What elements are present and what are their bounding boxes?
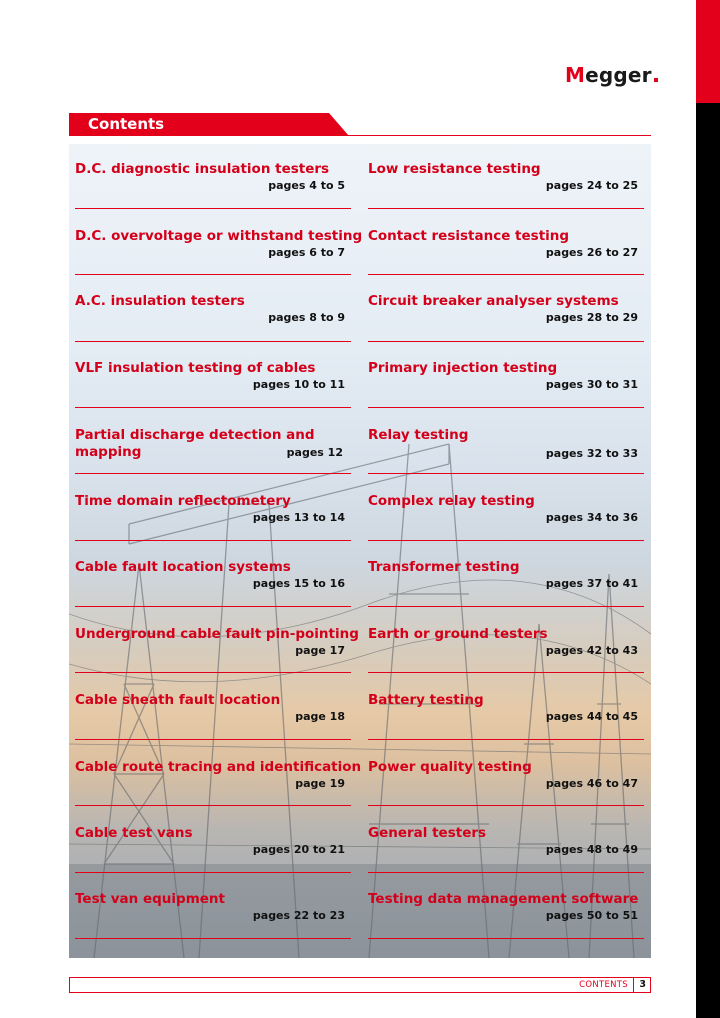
entry-pages: pages 10 to 11 <box>252 378 345 391</box>
contents-entry-vlf[interactable] <box>75 360 351 392</box>
megger-logo: Megger <box>565 63 658 87</box>
entry-divider <box>75 208 351 209</box>
entry-title: D.C. diagnostic insulation testers <box>75 161 330 177</box>
contents-entry-dc-diagnostic[interactable] <box>75 161 351 193</box>
entry-title: VLF insulation testing of cables <box>75 360 316 376</box>
entry-divider <box>75 606 351 607</box>
entry-pages: pages 30 to 31 <box>545 378 638 391</box>
contents-entry-primary-injection[interactable] <box>368 360 644 392</box>
entry-divider <box>368 274 644 275</box>
header-rule <box>69 135 651 136</box>
page-title: Contents <box>88 115 165 133</box>
entry-title: Power quality testing <box>368 759 532 775</box>
entry-divider <box>368 473 644 474</box>
entry-pages: pages 26 to 27 <box>545 246 638 259</box>
entry-divider <box>75 407 351 408</box>
contents-entry-transformer[interactable] <box>368 559 644 591</box>
entry-divider <box>368 872 644 873</box>
entry-pages: pages 44 to 45 <box>545 710 638 723</box>
contents-entry-tdr[interactable] <box>75 493 351 525</box>
entry-title: A.C. insulation testers <box>75 293 245 309</box>
entry-title: Relay testing <box>368 427 469 443</box>
entry-title: D.C. overvoltage or withstand testing <box>75 228 363 244</box>
entry-divider <box>368 739 644 740</box>
entry-pages: pages 24 to 25 <box>545 179 638 192</box>
entry-title: Contact resistance testing <box>368 228 570 244</box>
footer-section-label: CONTENTS <box>579 980 628 990</box>
entry-pages: pages 48 to 49 <box>545 843 638 856</box>
entry-pages: pages 15 to 16 <box>252 577 345 590</box>
entry-title: Cable sheath fault location <box>75 692 281 708</box>
entry-title: General testers <box>368 825 487 841</box>
entry-divider <box>368 341 644 342</box>
entry-title: Circuit breaker analyser systems <box>368 293 619 309</box>
entry-pages: pages 20 to 21 <box>252 843 345 856</box>
entry-pages: pages 12 <box>286 446 343 459</box>
contents-entry-contact-resistance[interactable] <box>368 228 644 260</box>
entry-pages: pages 34 to 36 <box>545 511 638 524</box>
contents-entry-earth-ground[interactable] <box>368 626 644 658</box>
contents-entry-cable-fault-location[interactable] <box>75 559 351 591</box>
contents-entry-circuit-breaker[interactable] <box>368 293 644 325</box>
entry-divider <box>368 540 644 541</box>
entry-title: Complex relay testing <box>368 493 535 509</box>
contents-entry-ac-insulation[interactable] <box>75 293 351 325</box>
contents-entry-partial-discharge[interactable] <box>75 427 351 461</box>
entry-divider <box>75 672 351 673</box>
entry-pages: pages 32 to 33 <box>545 447 638 460</box>
entry-pages: pages 42 to 43 <box>545 644 638 657</box>
entry-title-line-2: mapping <box>75 444 142 460</box>
entry-divider <box>368 606 644 607</box>
contents-entry-dc-overvoltage[interactable] <box>75 228 363 260</box>
entry-divider <box>75 938 351 939</box>
entry-pages: pages 6 to 7 <box>268 246 345 259</box>
entry-title: Transformer testing <box>368 559 520 575</box>
entry-title: Cable test vans <box>75 825 193 841</box>
entry-pages: pages 46 to 47 <box>545 777 638 790</box>
entry-divider <box>75 341 351 342</box>
entry-pages: page 17 <box>295 644 345 657</box>
entry-title: Battery testing <box>368 692 484 708</box>
entry-divider <box>75 805 351 806</box>
entry-divider <box>368 407 644 408</box>
entry-title: Primary injection testing <box>368 360 558 376</box>
entry-divider <box>368 208 644 209</box>
entry-pages: pages 22 to 23 <box>252 909 345 922</box>
entry-title: Cable fault location systems <box>75 559 291 575</box>
entry-divider <box>368 805 644 806</box>
entry-divider <box>368 938 644 939</box>
entry-pages: pages 50 to 51 <box>545 909 638 922</box>
contents-entry-data-management[interactable] <box>368 891 644 923</box>
entry-pages: pages 28 to 29 <box>545 311 638 324</box>
entry-title: Time domain reflectometery <box>75 493 291 509</box>
side-bar-accent <box>696 0 720 103</box>
entry-divider <box>368 672 644 673</box>
entry-divider <box>75 540 351 541</box>
contents-entry-pin-pointing[interactable] <box>75 626 359 658</box>
entry-title: Earth or ground testers <box>368 626 548 642</box>
contents-entry-route-tracing[interactable] <box>75 759 362 791</box>
entry-pages: pages 4 to 5 <box>268 179 345 192</box>
contents-entry-complex-relay[interactable] <box>368 493 644 525</box>
side-bar <box>696 103 720 1018</box>
entry-title: Underground cable fault pin-pointing <box>75 626 359 642</box>
page-footer <box>69 977 651 993</box>
entry-title: Cable route tracing and identification <box>75 759 362 775</box>
contents-entry-test-vans[interactable] <box>75 825 351 857</box>
contents-entry-general-testers[interactable] <box>368 825 644 857</box>
entry-divider <box>75 739 351 740</box>
contents-entry-sheath-fault[interactable] <box>75 692 351 724</box>
contents-entry-power-quality[interactable] <box>368 759 644 791</box>
contents-entry-battery[interactable] <box>368 692 644 724</box>
contents-entry-relay-testing[interactable] <box>368 427 644 461</box>
entry-pages: page 19 <box>295 777 345 790</box>
footer-divider <box>633 978 634 992</box>
entry-pages: pages 37 to 41 <box>545 577 638 590</box>
page-number: 3 <box>639 979 646 990</box>
entry-title: Low resistance testing <box>368 161 541 177</box>
entry-title-line-1: Partial discharge detection and <box>75 427 315 443</box>
entry-divider <box>75 872 351 873</box>
entry-divider <box>75 473 351 474</box>
entry-pages: page 18 <box>295 710 345 723</box>
entry-divider <box>75 274 351 275</box>
entry-title: Testing data management software <box>368 891 639 907</box>
entry-title: Test van equipment <box>75 891 225 907</box>
entry-pages: pages 13 to 14 <box>252 511 345 524</box>
contents-entry-test-van-equipment[interactable] <box>75 891 351 923</box>
entry-pages: pages 8 to 9 <box>268 311 345 324</box>
contents-entry-low-resistance[interactable] <box>368 161 644 193</box>
